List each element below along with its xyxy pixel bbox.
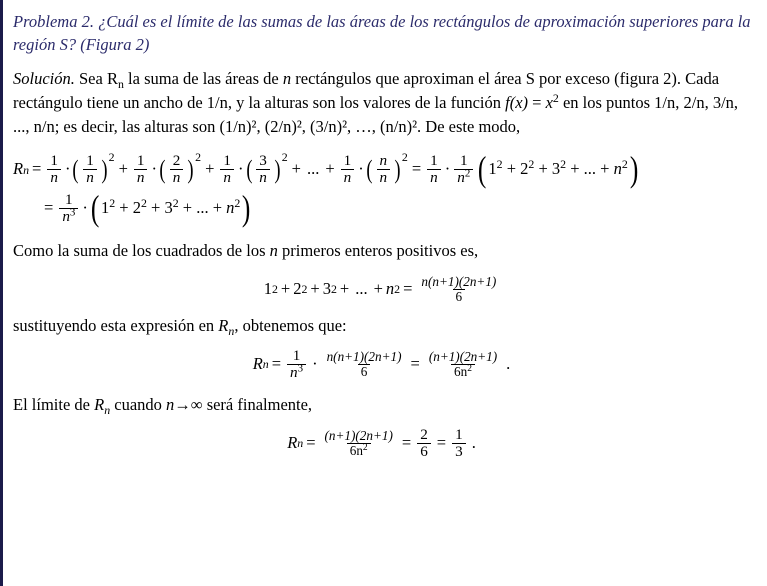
eq2-plus-3: + (339, 279, 350, 299)
eq1-term3-dot: · (238, 159, 244, 179)
problem-label: Problema 2. (13, 12, 94, 31)
eq1-termn-rparen: ) (394, 153, 401, 184)
eq2-frac: $\frac{n(n+1)(2n+1)}{6}$ (421, 273, 497, 304)
solution-line3-x: x (545, 92, 553, 112)
eq1-rhs-dot: · (444, 159, 451, 179)
eq2-term-2: 2 (293, 279, 302, 299)
eq3-lhs: R (252, 354, 263, 374)
eq1-term3-inner: $\frac{3}{n}$ (256, 153, 270, 186)
eq3-equals-2: = (410, 354, 420, 374)
subst-a: sustituyendo esta expresión en (13, 315, 219, 335)
eq4-frac3: $\frac{1}{3}$ (452, 427, 466, 460)
eq1-term-2 (131, 150, 202, 187)
eq1-term1-coef: $\frac{1}{n}$ (47, 153, 61, 186)
subst-sub: n (228, 323, 235, 338)
limit-c: será finalmente, (202, 394, 313, 414)
eq1-term2-dot: · (151, 159, 157, 179)
eq1-rhs-frac2: $\frac{1}{n^2}$ (454, 153, 473, 186)
eq1-term1-power: 2 (108, 150, 115, 165)
eq3-dot: · (312, 354, 318, 374)
eq2-term-1: 1 (263, 279, 272, 299)
eq1-lhs: R (13, 159, 24, 179)
limit-b: cuando (110, 394, 167, 414)
eq1b-dot: · (82, 198, 88, 218)
eq1-term-3 (217, 150, 288, 187)
eq2-plus-1: + (280, 279, 291, 299)
eq1-termn-coef: $\frac{1}{n}$ (341, 153, 355, 186)
eq3-frac1: $\frac{1}{n^3}$ (287, 348, 306, 381)
limit-n: n (166, 394, 175, 414)
eq4-equals-3: = (436, 433, 447, 453)
equation-rn-simplified (13, 187, 753, 228)
sum-intro-a: Como la suma de los cuadrados de los (13, 240, 270, 260)
substitution-paragraph (13, 314, 753, 338)
eq1-termn-lparen: ( (366, 153, 373, 184)
eq1-term2-lparen: ( (159, 153, 166, 184)
eq4-frac1: $\frac{(n+1)(2n+1)}{6n^2}$ (324, 427, 393, 458)
eq1-equals-2: = (411, 159, 422, 179)
eq1-plus-4: + (325, 159, 335, 179)
eq4-lhs: R (287, 433, 298, 453)
eq1-term3-rparen: ) (274, 153, 281, 184)
sum-intro-n: n (269, 240, 278, 260)
equation-rn-substituted: R n = $\frac{1}{n^3}$ · $\frac{n(n+1)(2n+1)}{6}$ = $\frac{(n+1)(2n+1)}{6n^2}$ . (13, 348, 753, 381)
sum-intro-b: primeros enteros positivos es, (277, 240, 479, 260)
eq2-plus-4: + (373, 279, 383, 299)
eq1-ellipsis: ... (306, 159, 320, 179)
eq1-term-1 (44, 150, 115, 187)
eq2-term-3: 3 (322, 279, 331, 299)
solution-line1-b: la suma de las áreas de (123, 68, 283, 88)
eq1-term1-dot: · (64, 159, 71, 179)
solution-line3-b: = (528, 92, 546, 112)
equation-rn-expansion: R n = $\frac{1}{n}$ · ( $\frac{1}{n}$ ) 2 + $\frac{1}{n}$ · ( $\frac{2}{n}$ ) 2 + $\frac{1}{n}$ · ( $\frac{3}{n}$ ) 2 + ... + $\frac{1}{n}$ · ( $\frac{n}{n}$ ) 2 = $\frac{1}{n}$ · $\frac{1}{n^2}$ ( $1^2 + 2^2 + 3^2$ + ... + $n^2$ ) (13, 149, 639, 189)
eq1-term2-power: 2 (195, 150, 202, 165)
solution-line4: (1/n)², (2/n)², (3/n)², …, (n/n)². De este modo, (219, 117, 521, 136)
eq1-equals: = (32, 159, 42, 179)
solution-line3-a: de la función (414, 92, 506, 112)
eq1b-frac: $\frac{1}{n^3}$ (59, 192, 78, 225)
eq1-term2-inner: $\frac{2}{n}$ (170, 153, 184, 186)
limit-sub: n (104, 402, 111, 417)
eq4-equals-2: = (401, 433, 412, 453)
eq4-period: . (471, 433, 476, 453)
problem-question: ¿Cuál es el límite de las sumas de las áreas de los rectángulos de aproximación superiores para la región S? (Figura 2) (13, 12, 751, 55)
eq1-series-rparen: ) (629, 149, 639, 189)
problem-heading (13, 10, 753, 57)
eq4-frac2: $\frac{2}{6}$ (417, 427, 431, 460)
solution-line3-c: en los puntos 1/n, 2/n, 3/n, ..., n/n; es decir, las alturas son (13, 92, 739, 136)
solution-line3-sup: 2 (552, 90, 559, 105)
eq1b-equals: = (44, 198, 54, 218)
eq2-ellipsis: ... (355, 279, 368, 299)
eq1-term1-lparen: ( (72, 153, 79, 184)
solution-line1-c: rectángulos que aproximan el área S por (291, 68, 561, 88)
eq1b-lparen: ( (90, 187, 100, 228)
eq2-equals: = (403, 279, 413, 299)
eq3-equals: = (271, 354, 282, 374)
eq3-period: . (506, 354, 511, 374)
eq1-plus-3: + (291, 159, 301, 179)
eq1-series-lparen: ( (478, 149, 487, 189)
eq1-term1-rparen: ) (101, 153, 108, 184)
sum-intro-paragraph (13, 239, 753, 263)
eq1-plus-2: + (205, 159, 215, 179)
eq1-plus-1: + (118, 159, 128, 179)
eq1-term2-coef: $\frac{1}{n}$ (134, 153, 148, 186)
eq1-term3-lparen: ( (245, 153, 252, 184)
equation-sum-of-squares: 1 2 + 2 2 + 3 2 + ... + n 2 = $\frac{n(n+1)(2n+1)}{6}$ (13, 275, 753, 304)
eq1-term3-power: 2 (281, 150, 288, 165)
eq3-frac3: $\frac{(n+1)(2n+1)}{6n^2}$ (428, 348, 498, 379)
solution-line1-sub: n (117, 76, 124, 91)
eq3-frac2: $\frac{n(n+1)(2n+1)}{6}$ (326, 348, 402, 379)
subst-b: , obtenemos que: (234, 315, 347, 335)
eq1b-series: $1^2 + 2^2 + 3^2$ + ... + $n^2$ (100, 196, 241, 218)
eq2-term-n: n (385, 279, 395, 299)
eq1-rhs-frac1: $\frac{1}{n}$ (427, 153, 441, 186)
limit-a: El límite de (13, 394, 95, 414)
solution-line3-f: f(x) (505, 92, 529, 112)
solution-line1-n: n (282, 68, 292, 88)
eq1-term1-inner: $\frac{1}{n}$ (83, 153, 97, 186)
solution-line2: exceso (figura 2). Cada rectángulo tiene un ancho de 1/n, y la alturas son los valores (13, 68, 720, 112)
equation-limit-result: R n = $\frac{(n+1)(2n+1)}{6n^2}$ = $\frac{2}{6}$ = $\frac{1}{3}$ . (13, 427, 753, 460)
solution-line1-a: Sea R (79, 68, 118, 88)
eq1-termn-inner: $\frac{n}{n}$ (377, 153, 391, 186)
eq1-termn-dot: · (358, 159, 364, 179)
eq1-termn-power: 2 (401, 150, 408, 165)
solution-paragraph (13, 67, 753, 139)
eq1-term3-coef: $\frac{1}{n}$ (220, 153, 234, 186)
eq4-equals: = (306, 433, 316, 453)
eq1-term2-rparen: ) (187, 153, 194, 184)
eq1b-rparen: ) (242, 187, 251, 228)
limit-arrow: →∞ (174, 394, 203, 414)
solution-label: Solución. (13, 68, 75, 88)
eq1-term-n (338, 150, 409, 187)
limit-r: R (94, 394, 105, 414)
subst-r: R (218, 315, 229, 335)
eq2-plus-2: + (310, 279, 320, 299)
limit-paragraph (13, 393, 753, 417)
eq1-series: $1^2 + 2^2 + 3^2$ + ... + $n^2$ (488, 157, 628, 179)
